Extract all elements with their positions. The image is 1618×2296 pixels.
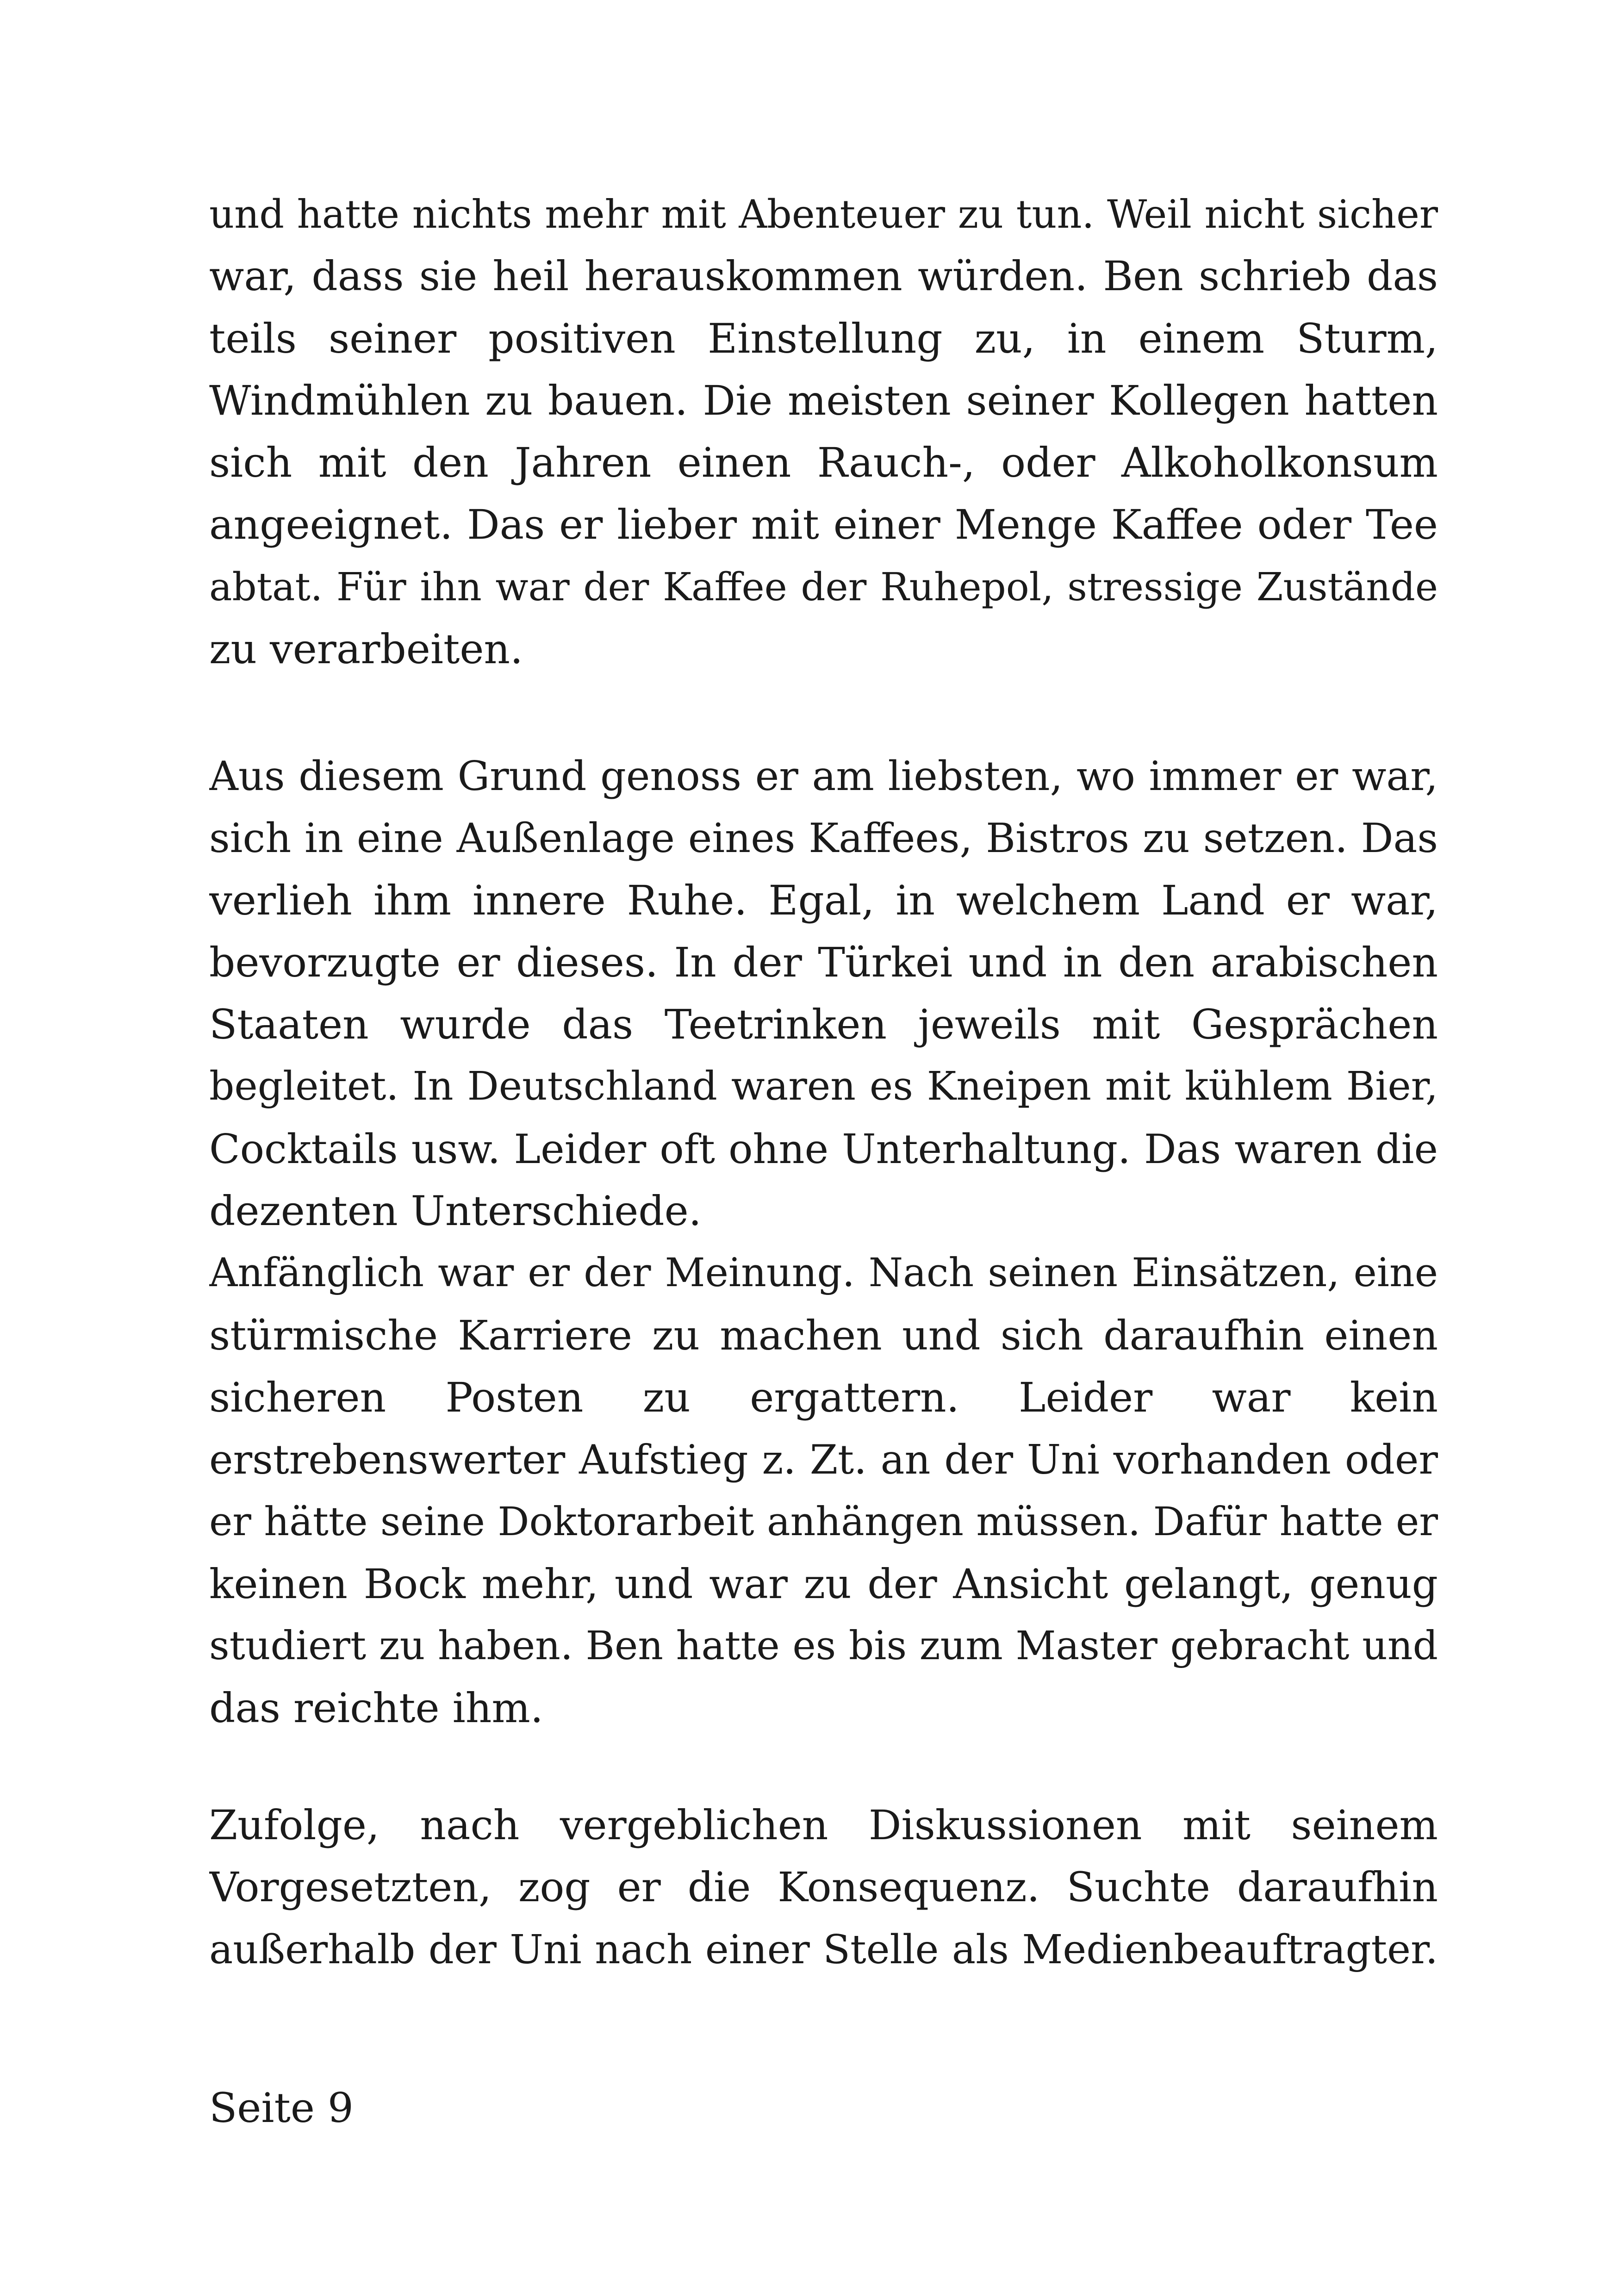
paragraph-2 xyxy=(209,745,1438,1740)
text-line: das reichte ihm. xyxy=(209,1684,543,1732)
text-line: war, dass sie heil herauskommen würden. Ben schrieb das xyxy=(209,252,1438,300)
text-line: sich in eine Außenlage eines Kaffees, Bistros zu setzen. Das xyxy=(209,815,1438,862)
text-line: Staaten wurde das Teetrinken jeweils mit Gesprächen xyxy=(209,1001,1438,1049)
text-line: stürmische Karriere zu machen und sich daraufhin einen xyxy=(209,1311,1438,1359)
text-line: erstrebenswerter Aufstieg z. Zt. an der Uni vorhanden oder xyxy=(209,1436,1438,1484)
text-line: sich mit den Jahren einen Rauch-, oder Alkoholkonsum xyxy=(209,439,1438,487)
text-line: Anfänglich war er der Meinung. Nach seinen Einsätzen, eine xyxy=(209,1250,1438,1296)
text-line: begleitet. In Deutschland waren es Kneipen mit kühlem Bier, xyxy=(209,1064,1438,1110)
text-line: zu verarbeiten. xyxy=(209,625,523,673)
text-line: Cocktails usw. Leider oft ohne Unterhaltung. Das waren die xyxy=(209,1125,1438,1173)
text-line: Zufolge, nach vergeblichen Diskussionen mit seinem xyxy=(209,1801,1438,1849)
text-line: Vorgesetzten, zog er die Konsequenz. Suchte daraufhin xyxy=(209,1863,1438,1911)
text-line: angeeignet. Das er lieber mit einer Menge Kaffee oder Tee xyxy=(209,501,1438,549)
text-line: Aus diesem Grund genoss er am liebsten, wo immer er war, xyxy=(209,753,1438,800)
text-line: bevorzugte er dieses. In der Türkei und in den arabischen xyxy=(209,938,1438,986)
paragraph-3 xyxy=(209,1794,1438,1981)
text-line: Windmühlen zu bauen. Die meisten seiner Kollegen hatten xyxy=(209,376,1438,424)
text-line: verlieh ihm innere Ruhe. Egal, in welchem Land er war, xyxy=(209,876,1438,924)
paragraph-1 xyxy=(209,183,1438,680)
text-line: abtat. Für ihn war der Kaffee der Ruhepol, stressige Zustände xyxy=(209,564,1438,610)
text-line: und hatte nichts mehr mit Abenteuer zu tun. Weil nicht sicher xyxy=(209,192,1438,237)
text-line: studiert zu haben. Ben hatte es bis zum Master gebracht und xyxy=(209,1623,1438,1669)
text-line: außerhalb der Uni nach einer Stelle als Medienbeauftragter. xyxy=(209,1926,1438,1973)
text-line: teils seiner positiven Einstellung zu, in einem Sturm, xyxy=(209,314,1438,362)
text-line: er hätte seine Doktorarbeit anhängen müssen. Dafür hatte er xyxy=(209,1499,1438,1545)
text-line: sicheren Posten zu ergattern. Leider war kein xyxy=(209,1373,1438,1421)
text-line: keinen Bock mehr, und war zu der Ansicht gelangt, genug xyxy=(209,1560,1438,1608)
text-line: dezenten Unterschiede. xyxy=(209,1187,702,1235)
page-number: Seite 9 xyxy=(209,2084,354,2132)
